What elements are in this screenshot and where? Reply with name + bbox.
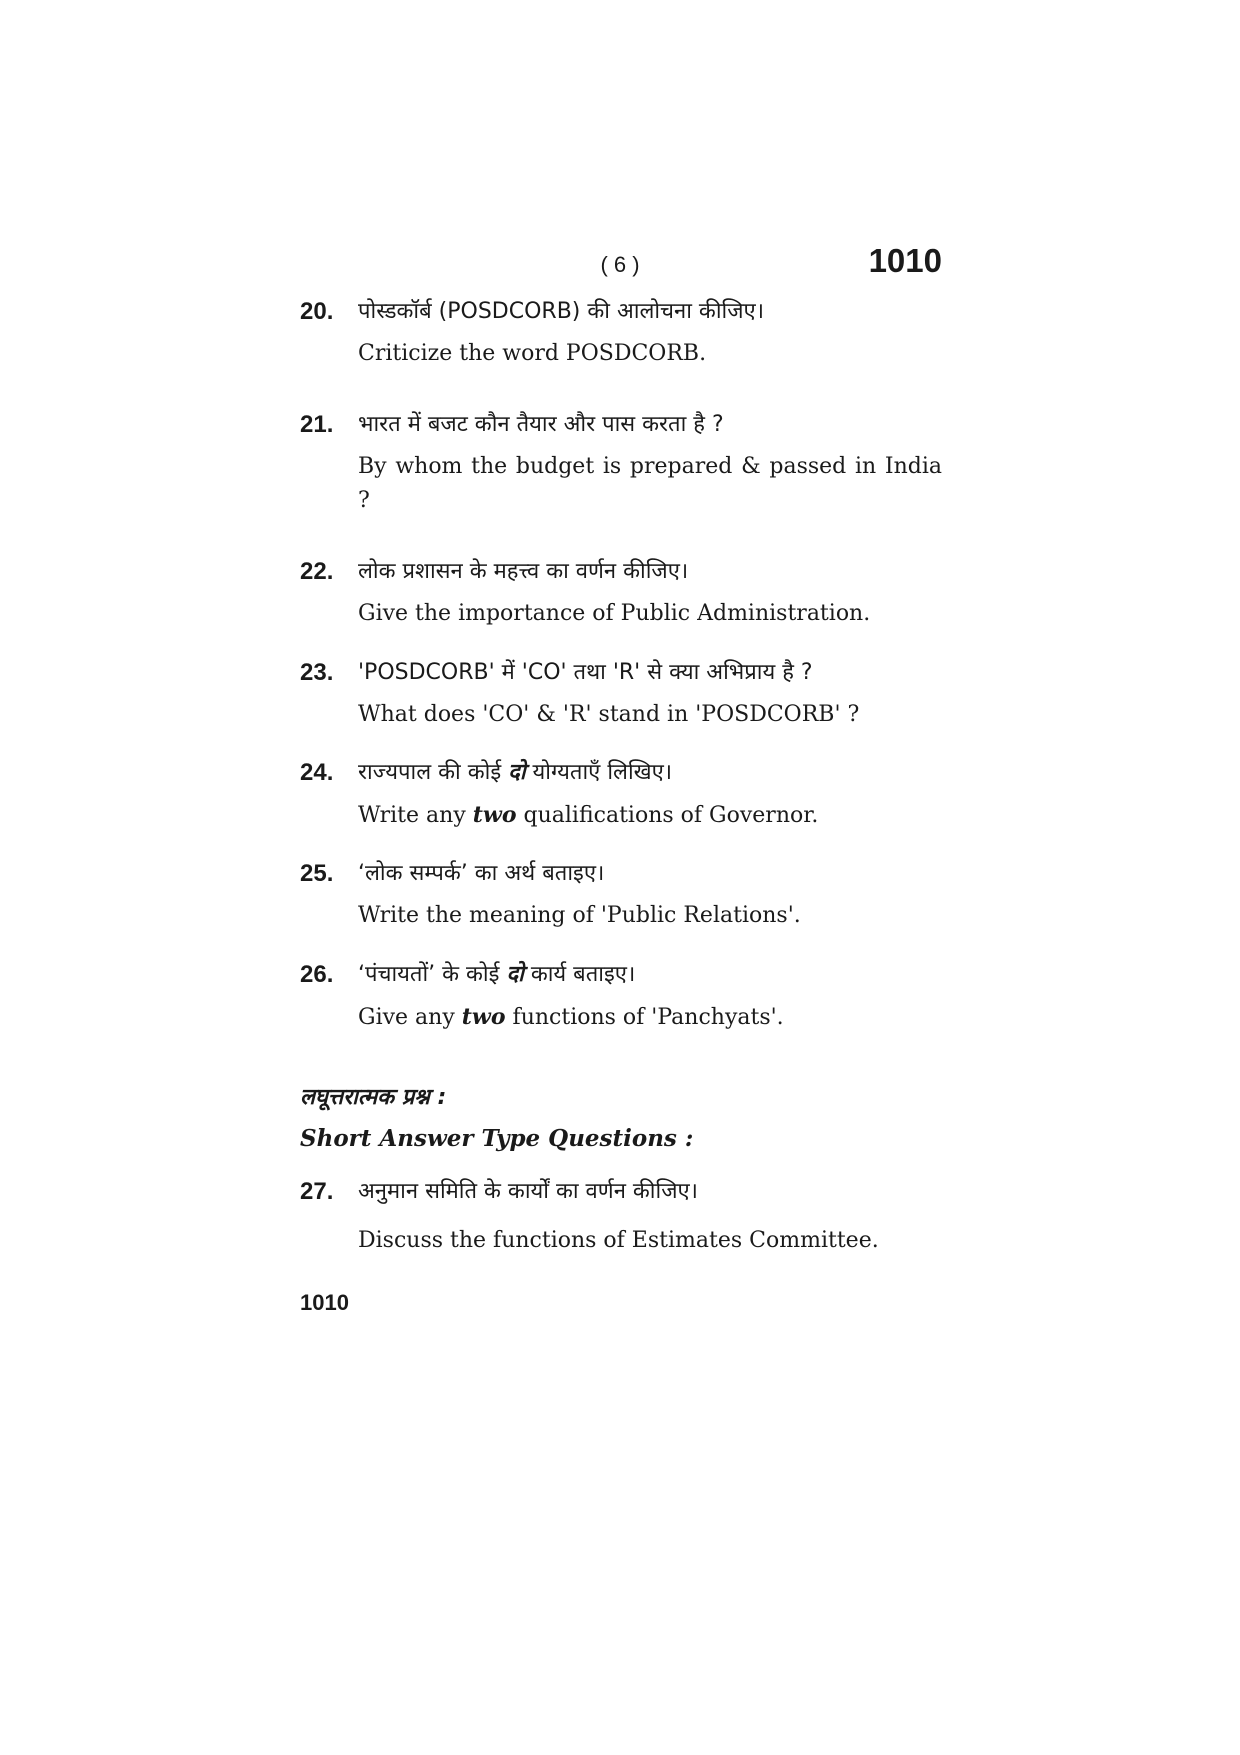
question-text-english: By whom the budget is prepared & passed in India ?	[358, 454, 942, 513]
question-text-hindi	[358, 753, 942, 793]
paper-code-header: 1010	[868, 242, 942, 279]
hindi-emphasis: दो	[508, 760, 526, 785]
question-text-hindi: ‘लोक सम्पर्क’ का अर्थ बताइए।	[358, 861, 605, 886]
hindi-text-part: ‘पंचायतों’ के कोई	[358, 962, 500, 987]
question-number: 24.	[300, 759, 334, 786]
hindi-text-part: राज्यपाल की कोई	[358, 760, 502, 785]
section-heading-english: Short Answer Type Questions :	[300, 1125, 694, 1152]
hindi-text-part: योग्यताएँ लिखिए।	[532, 760, 673, 785]
english-text-part: qualifications of Governor.	[523, 803, 819, 828]
english-emphasis: two	[472, 802, 517, 828]
question-text-english	[358, 1000, 942, 1035]
english-emphasis: two	[461, 1004, 506, 1030]
question-text-english: What does 'CO' & 'R' stand in 'POSDCORB' ?	[358, 702, 860, 727]
question-text-english	[358, 798, 942, 833]
english-text-part: Give any	[358, 1005, 455, 1030]
question-text-english: Discuss the functions of Estimates Committee.	[358, 1228, 879, 1253]
paper-code-footer: 1010	[300, 1290, 349, 1315]
question-number: 22.	[300, 558, 334, 585]
question-text-hindi: भारत में बजट कौन तैयार और पास करता है ?	[358, 412, 724, 437]
question-number: 23.	[300, 659, 334, 686]
question-text-english: Write the meaning of 'Public Relations'.	[358, 903, 801, 928]
question-number: 27.	[300, 1178, 334, 1205]
hindi-emphasis: दो	[506, 962, 524, 987]
question-text-english: Give the importance of Public Administration.	[358, 601, 871, 626]
question-text-english: Criticize the word POSDCORB.	[358, 341, 707, 366]
question-text-hindi: अनुमान समिति के कार्यों का वर्णन कीजिए।	[358, 1179, 699, 1204]
page-number: ( 6 )	[600, 252, 640, 277]
hindi-text-part: कार्य बताइए।	[530, 962, 636, 987]
question-number: 26.	[300, 961, 334, 988]
question-text-hindi: 'POSDCORB' में 'CO' तथा 'R' से क्या अभिप्राय है ?	[358, 660, 813, 685]
question-text-hindi	[358, 955, 942, 995]
question-number: 25.	[300, 860, 334, 887]
question-text-hindi: लोक प्रशासन के महत्त्व का वर्णन कीजिए।	[358, 559, 689, 584]
section-heading-hindi: लघूत्तरात्मक प्रश्न :	[300, 1085, 447, 1110]
question-text-hindi: पोस्डकॉर्ब (POSDCORB) की आलोचना कीजिए।	[358, 299, 765, 324]
question-number: 21.	[300, 411, 334, 438]
english-text-part: Write any	[358, 803, 466, 828]
english-text-part: functions of 'Panchyats'.	[512, 1005, 784, 1030]
question-number: 20.	[300, 298, 334, 325]
